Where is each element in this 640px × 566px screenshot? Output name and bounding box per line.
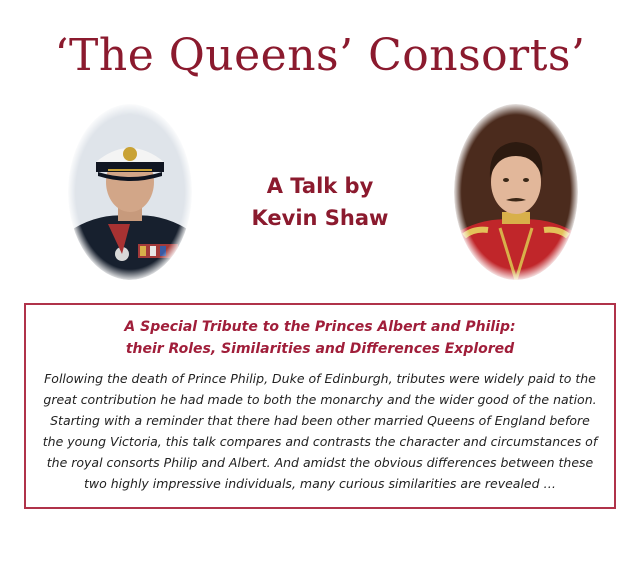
body-text-line: great contribution he had made to both the monarchy and the wider good of the nation.	[43, 392, 597, 407]
body-text-line: Starting with a reminder that there had been other married Queens of England before	[50, 413, 590, 428]
page-title: ‘The Queens’ Consorts’	[54, 30, 586, 81]
body-text-line: the royal consorts Philip and Albert. And amidst the obvious differences between these	[46, 455, 594, 470]
box-heading-line: A Special Tribute to the Princes Albert and Philip:	[124, 319, 516, 335]
body-text-line: Following the death of Prince Philip, Duke of Edinburgh, tributes were widely paid to the	[44, 371, 596, 386]
description-box	[24, 303, 616, 509]
talk-subtitle: A Talk by	[266, 174, 374, 198]
body-text-line: the young Victoria, this talk compares and contrasts the character and circumstances of	[42, 434, 598, 449]
body-text-line: two highly impressive individuals, many curious similarities are revealed …	[83, 476, 557, 491]
portrait-prince-albert	[454, 104, 578, 280]
box-heading-line: their Roles, Similarities and Differences Explored	[125, 341, 515, 357]
portrait-prince-philip	[68, 104, 192, 280]
speaker-name: Kevin Shaw	[251, 206, 389, 230]
